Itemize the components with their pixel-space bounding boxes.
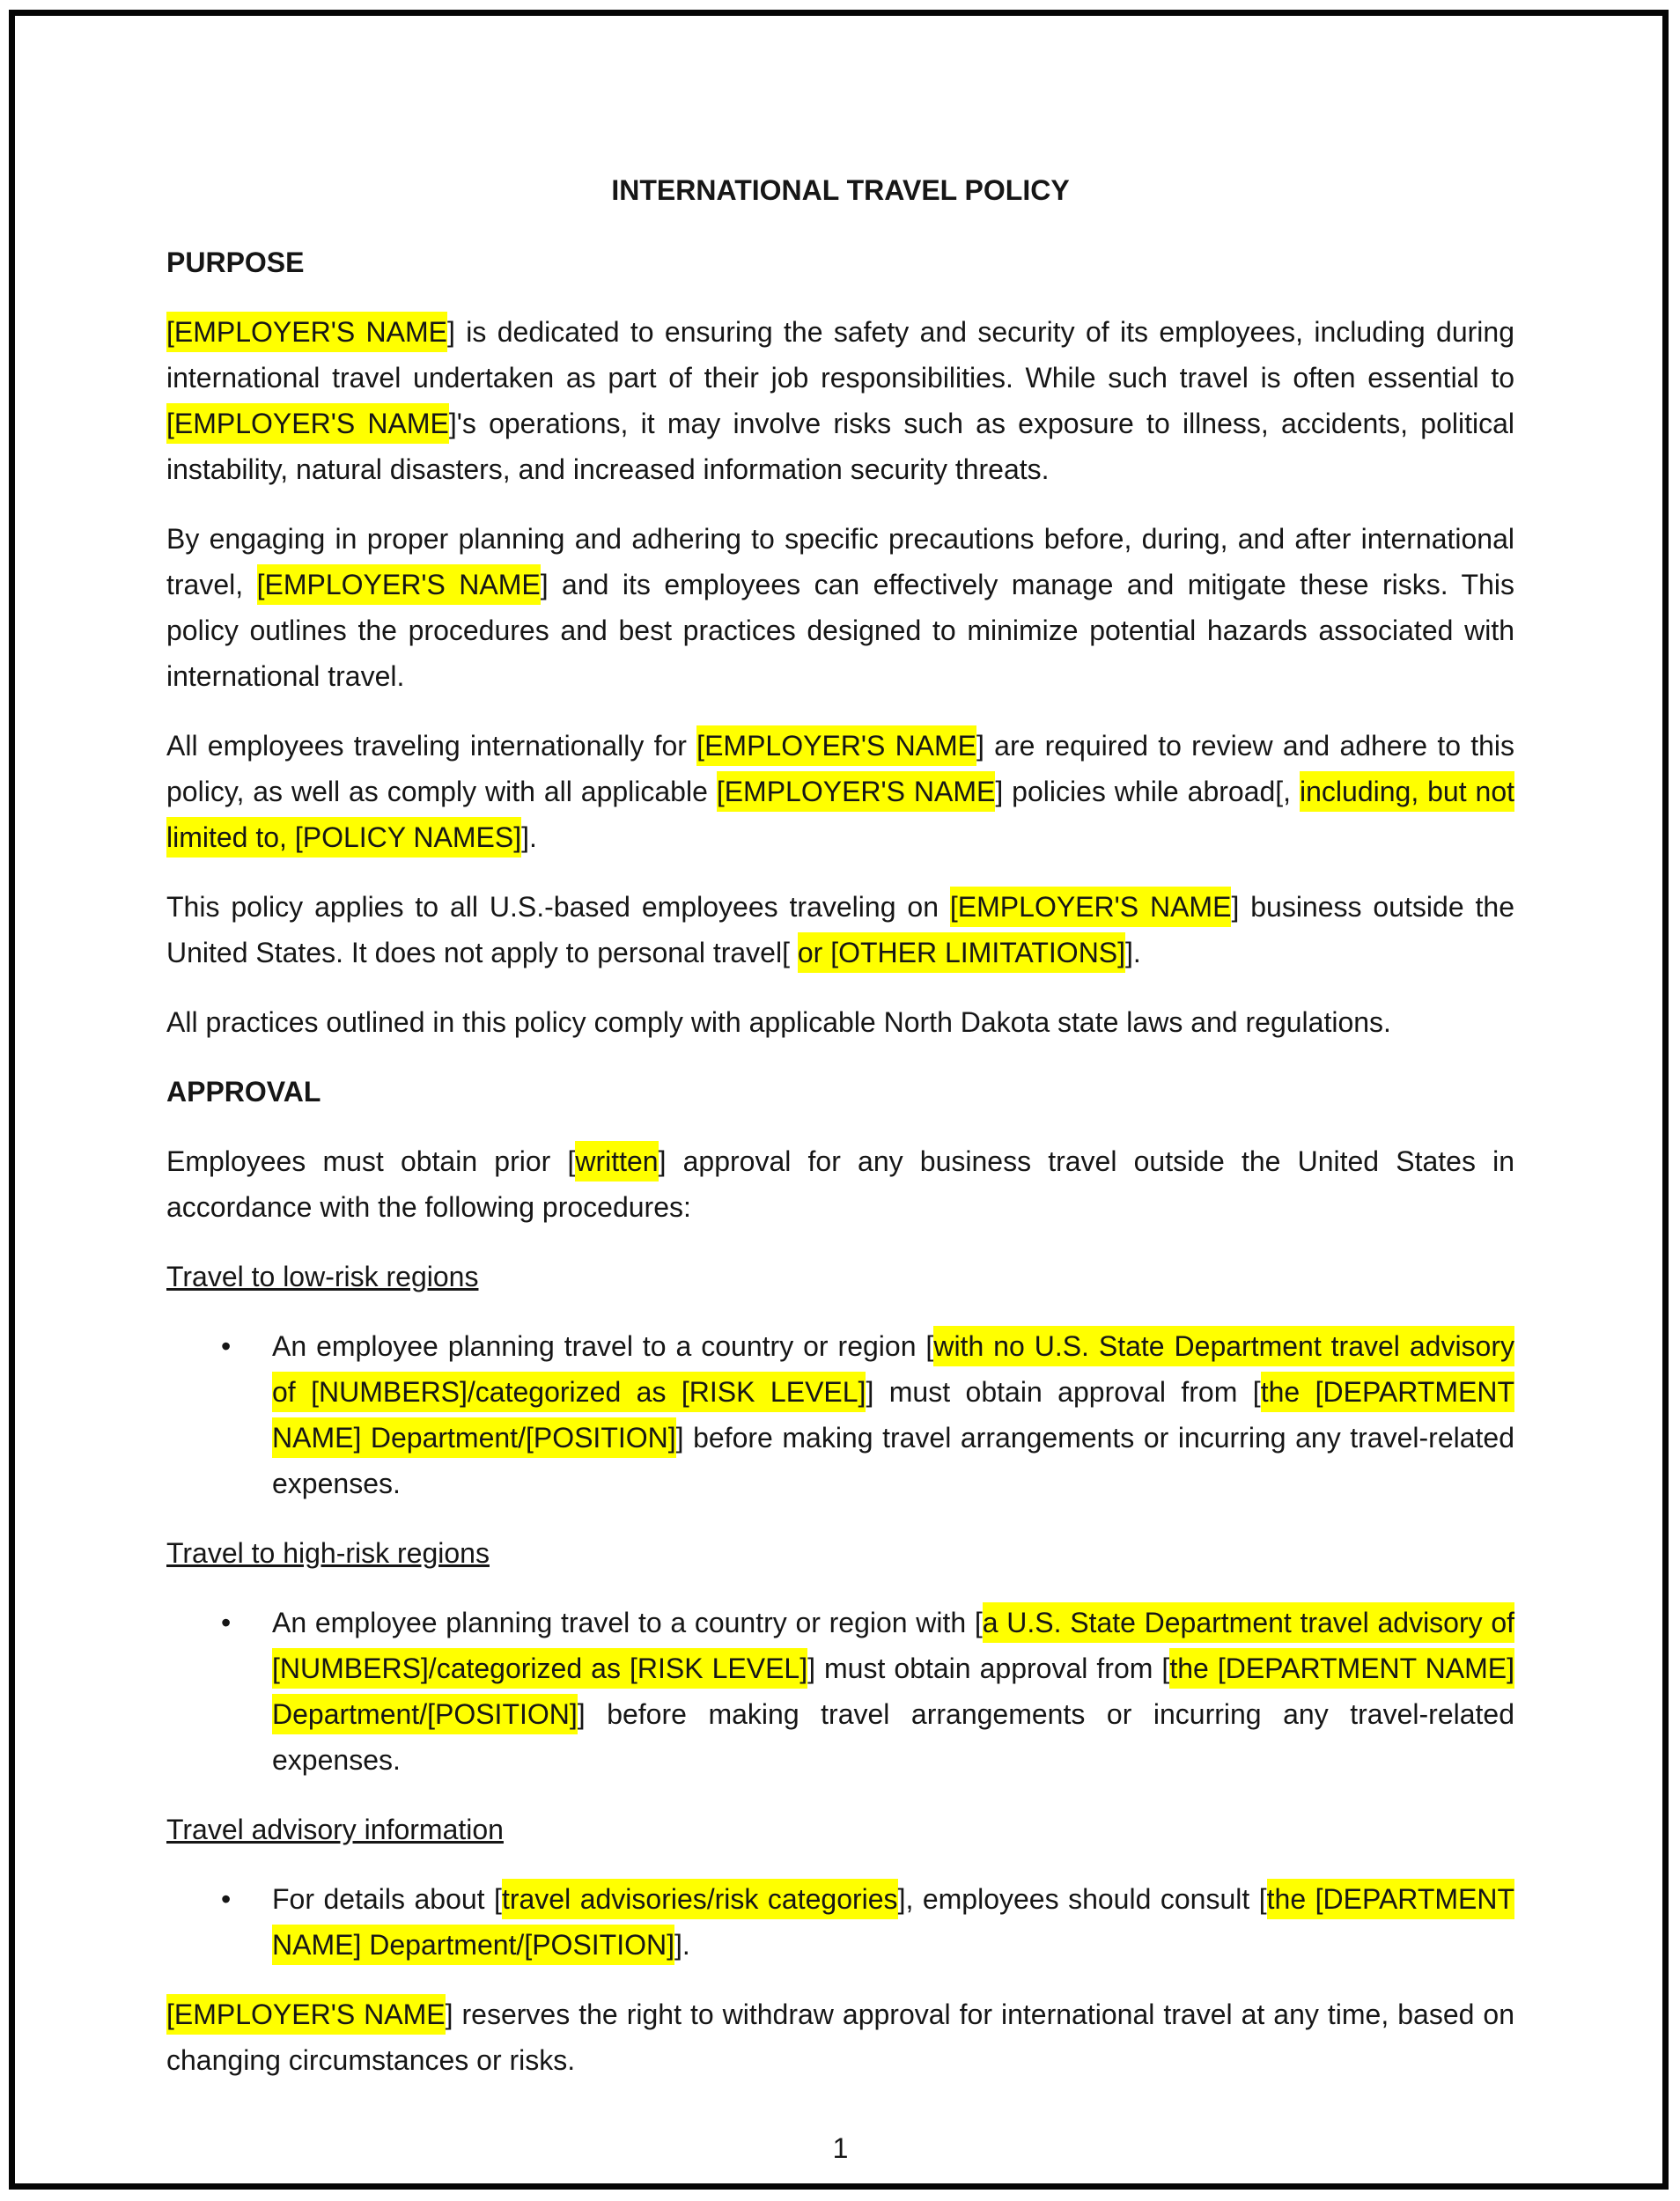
text-run: An employee planning travel to a country or region [ — [272, 1330, 934, 1362]
highlighted-placeholder-text: [EMPLOYER'S NAME — [257, 564, 541, 605]
text-run: ]. — [1125, 937, 1141, 968]
travel-advisory-bullet-list — [166, 1876, 1514, 1968]
purpose-paragraph-1 — [166, 309, 1514, 492]
low-risk-bullet-list — [166, 1323, 1514, 1506]
highlighted-placeholder-text: a U.S. State Department travel advisory of [NUMBERS]/categorized as [RISK LEVEL] — [272, 1602, 1514, 1689]
highlighted-placeholder-text: the [DEPARTMENT NAME] Department/[POSITION] — [272, 1648, 1514, 1734]
bullet-item — [166, 1876, 1514, 1968]
highlighted-placeholder-text: written — [575, 1141, 658, 1181]
highlighted-placeholder-text: [EMPLOYER'S NAME — [166, 1994, 446, 2035]
text-run: By engaging in proper planning and adhering to specific precautions before, during, and after international travel, — [166, 523, 1514, 600]
text-run: For details about [ — [272, 1883, 502, 1915]
highlighted-placeholder-text: [EMPLOYER'S NAME — [717, 771, 996, 812]
subheading-travel-high-risk: Travel to high-risk regions — [166, 1537, 490, 1569]
text-run: ]. — [674, 1929, 690, 1961]
text-run: ] is dedicated to ensuring the safety and security of its employees, including during international travel undertaken as part of their job responsibilities. While such travel is often essential to — [166, 316, 1515, 394]
document-title: INTERNATIONAL TRAVEL POLICY — [611, 174, 1070, 206]
high-risk-bullet-list — [166, 1600, 1514, 1783]
text-run: ]. — [521, 821, 537, 853]
text-run: ] are required to review and adhere to this policy, as well as comply with all applicable — [166, 730, 1515, 807]
text-run: ] and its employees can effectively manage and mitigate these risks. This policy outlines the procedures and best practices designed to minimize potential hazards associated with international travel. — [166, 569, 1515, 692]
purpose-paragraph-5 — [166, 999, 1514, 1045]
highlighted-placeholder-text: [EMPLOYER'S NAME — [166, 312, 447, 352]
subheading-travel-advisory-information: Travel advisory information — [166, 1814, 504, 1845]
text-run: An employee planning travel to a country or region with [ — [272, 1607, 983, 1638]
bullet-item — [166, 1600, 1514, 1783]
section-heading-purpose: PURPOSE — [166, 247, 305, 278]
text-run: ] policies while abroad[, — [995, 776, 1300, 807]
text-run: ], employees should consult [ — [897, 1883, 1267, 1915]
page-content — [166, 167, 1514, 2171]
text-run: ] approval for any business travel outside the United States in accordance with the following procedures: — [166, 1145, 1515, 1223]
highlighted-placeholder-text: including, but not limited to, [POLICY NAMES] — [166, 771, 1514, 858]
text-run: ] business outside the United States. It does not apply to personal travel[ — [166, 891, 1515, 968]
highlighted-placeholder-text: [EMPLOYER'S NAME — [696, 725, 976, 766]
text-run: This policy applies to all U.S.-based employees traveling on — [166, 891, 950, 923]
approval-intro-paragraph — [166, 1138, 1514, 1230]
text-run: Employees must obtain prior [ — [166, 1145, 576, 1177]
purpose-paragraph-3 — [166, 723, 1514, 860]
text-run: ] must obtain approval from [ — [807, 1653, 1170, 1684]
section-heading-approval: APPROVAL — [166, 1076, 321, 1108]
purpose-paragraph-4 — [166, 884, 1514, 975]
highlighted-placeholder-text: the [DEPARTMENT NAME] Department/[POSITION] — [272, 1372, 1514, 1458]
highlighted-placeholder-text: [EMPLOYER'S NAME — [166, 403, 449, 444]
text-run: ] before making travel arrangements or incurring any travel-related expenses. — [272, 1698, 1514, 1776]
purpose-paragraph-2 — [166, 516, 1514, 699]
text-run: All practices outlined in this policy comply with applicable North Dakota state laws and regulations. — [166, 1006, 1391, 1038]
text-run: ] must obtain approval from [ — [866, 1376, 1261, 1408]
highlighted-placeholder-text: the [DEPARTMENT NAME] Department/[POSITION] — [272, 1879, 1514, 1965]
text-run: ] reserves the right to withdraw approval for international travel at any time, based on changing circumstances or risks. — [166, 1999, 1514, 2076]
text-run: All employees traveling internationally for — [166, 730, 697, 762]
highlighted-placeholder-text: or [OTHER LIMITATIONS] — [798, 932, 1125, 973]
page-border — [9, 10, 1669, 2190]
subheading-travel-low-risk: Travel to low-risk regions — [166, 1261, 479, 1292]
highlighted-placeholder-text: [EMPLOYER'S NAME — [950, 887, 1232, 927]
page-number: 1 — [832, 2132, 849, 2164]
approval-closing-paragraph — [166, 1991, 1514, 2083]
text-run: ]'s operations, it may involve risks such as exposure to illness, accidents, political instability, natural disasters, and increased information security threats. — [166, 408, 1515, 485]
text-run: ] before making travel arrangements or incurring any travel-related expenses. — [272, 1422, 1515, 1499]
highlighted-placeholder-text: travel advisories/risk categories — [502, 1879, 898, 1919]
bullet-item — [166, 1323, 1514, 1506]
highlighted-placeholder-text: with no U.S. State Department travel advisory of [NUMBERS]/categorized as [RISK LEVEL] — [272, 1326, 1514, 1412]
